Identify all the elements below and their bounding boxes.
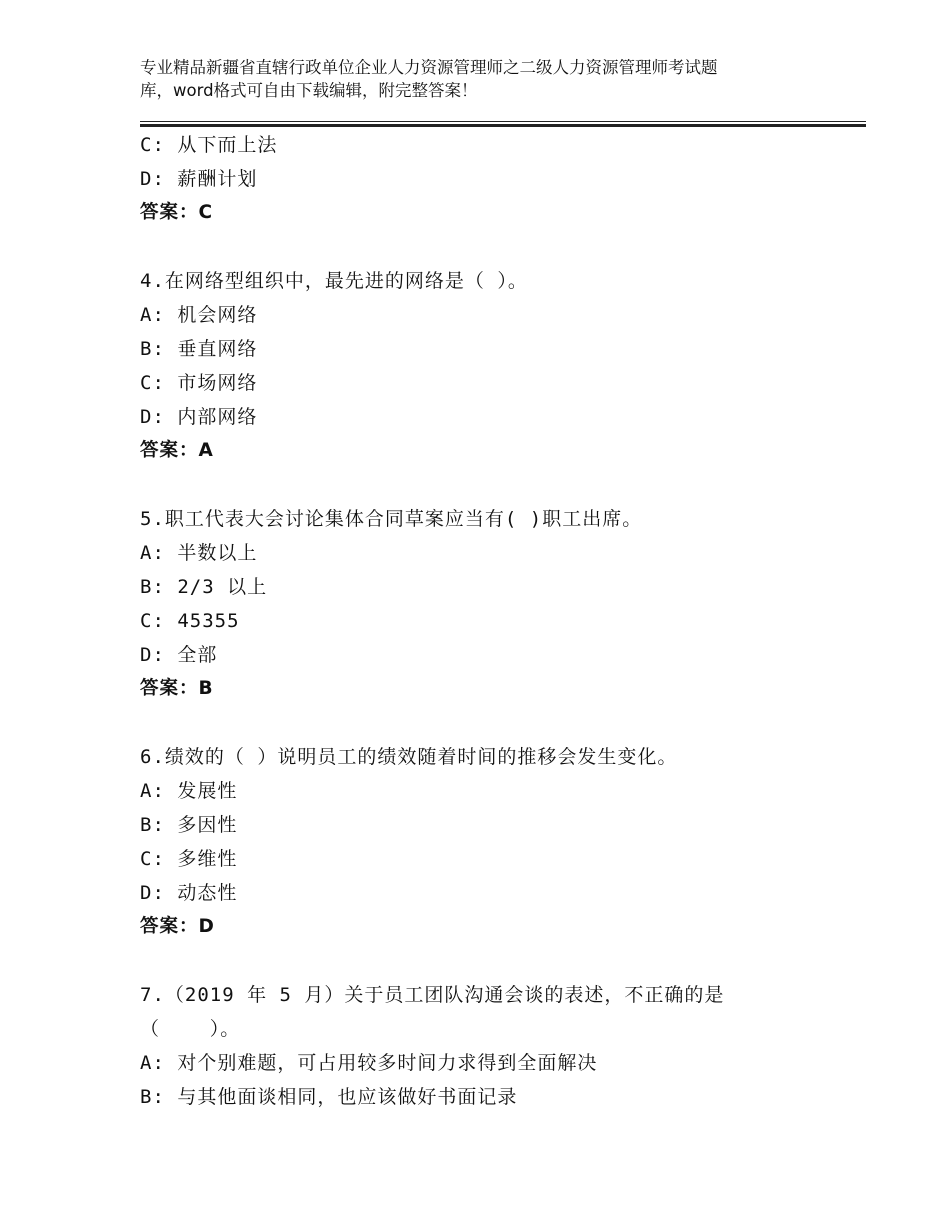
- option-b: B: 垂直网络: [140, 338, 258, 360]
- option-d: D: 内部网络: [140, 406, 258, 428]
- option-a: A: 机会网络: [140, 304, 258, 326]
- spacer: [140, 230, 866, 264]
- question-5: [140, 502, 866, 706]
- question-4: [140, 264, 866, 468]
- option-c: C: 多维性: [140, 848, 238, 870]
- question-stem-continued: （ ）。: [140, 1018, 241, 1040]
- option-a: A: 半数以上: [140, 542, 258, 564]
- answer-label: 答案：A: [140, 440, 214, 461]
- answer-label: 答案：B: [140, 678, 214, 699]
- question-3: [140, 128, 866, 230]
- question-list: [140, 128, 866, 1114]
- option-d: D: 全部: [140, 644, 218, 666]
- question-6: [140, 740, 866, 944]
- header-line-1: 专业精品新疆省直辖行政单位企业人力资源管理师之二级人力资源管理师考试题: [140, 58, 718, 77]
- option-a: A: 发展性: [140, 780, 238, 802]
- spacer: [140, 944, 866, 978]
- question-stem: 7.（2019 年 5 月）关于员工团队沟通会谈的表述，不正确的是: [140, 984, 725, 1006]
- spacer: [140, 468, 866, 502]
- option-b: B: 多因性: [140, 814, 238, 836]
- option-b: B: 2/3 以上: [140, 576, 268, 598]
- question-7: [140, 978, 866, 1114]
- spacer: [140, 706, 866, 740]
- option-c: C: 市场网络: [140, 372, 258, 394]
- option-b: B: 与其他面谈相同，也应该做好书面记录: [140, 1086, 518, 1108]
- question-stem: 4.在网络型组织中，最先进的网络是（ ）。: [140, 270, 528, 292]
- answer-label: 答案：D: [140, 916, 215, 937]
- header-line-2: 库，word格式可自由下载编辑，附完整答案！: [140, 81, 478, 100]
- document-header: [140, 56, 840, 102]
- option-a: A: 对个别难题，可占用较多时间力求得到全面解决: [140, 1052, 598, 1074]
- answer-label: 答案：C: [140, 202, 214, 223]
- question-stem: 5.职工代表大会讨论集体合同草案应当有( )职工出席。: [140, 508, 643, 530]
- header-rule-thin: [140, 121, 866, 122]
- question-stem: 6.绩效的（ ）说明员工的绩效随着时间的推移会发生变化。: [140, 746, 678, 768]
- header-rule-thick: [140, 124, 866, 127]
- option-d: D: 动态性: [140, 882, 238, 904]
- option-c: C: 从下而上法: [140, 134, 278, 156]
- option-c: C: 45355: [140, 610, 240, 632]
- option-d: D: 薪酬计划: [140, 168, 258, 190]
